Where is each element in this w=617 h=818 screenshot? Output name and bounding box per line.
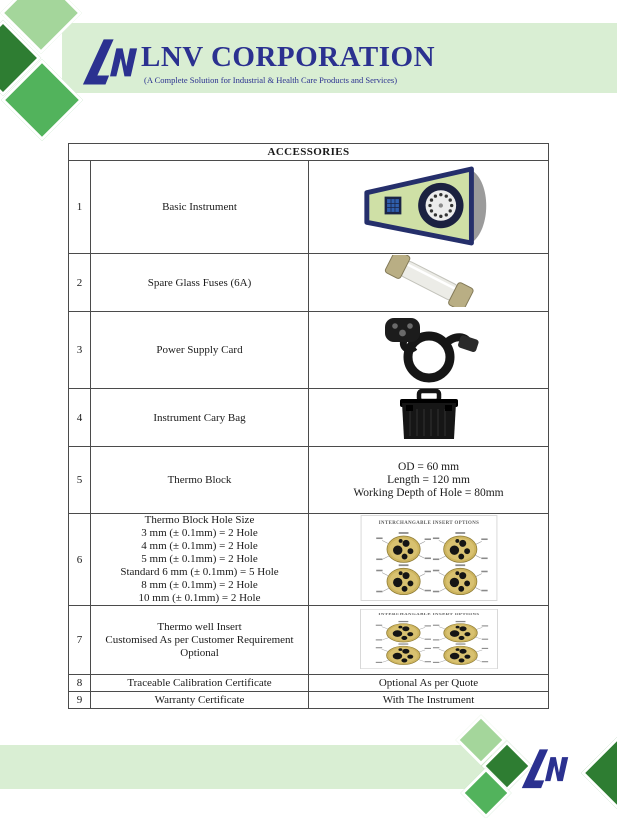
description-cell: Basic Instrument (91, 161, 309, 254)
description-cell: Spare Glass Fuses (6A) (91, 254, 309, 312)
detail-cell (309, 161, 549, 254)
detail-cell (309, 447, 549, 514)
footer-banner (0, 745, 492, 789)
detail-cell (309, 312, 549, 389)
detail-cell: With The Instrument (309, 692, 549, 709)
description-line: 4 mm (± 0.1mm) = 2 Hole (141, 540, 258, 552)
detail-line: Working Depth of Hole = 80mm (353, 486, 504, 499)
glass-fuse-photo (383, 255, 475, 307)
power-cord-photo (379, 314, 479, 384)
row-number-cell: 6 (69, 514, 91, 606)
detail-cell (309, 514, 549, 606)
description-line: Thermo Block Hole Size (144, 514, 255, 526)
detail-line: OD = 60 mm (397, 460, 460, 473)
company-tagline: (A Complete Solution for Industrial & Health Care Products and Services) (144, 75, 398, 85)
lnv-logo-icon (82, 35, 138, 87)
description-line: 3 mm (± 0.1mm) = 2 Hole (141, 527, 258, 539)
detail-cell (309, 606, 549, 675)
description-cell: Traceable Calibration Certificate (91, 675, 309, 692)
insert-options-photo (360, 515, 498, 601)
row-number-cell: 9 (69, 692, 91, 709)
accessories-table (68, 143, 549, 709)
detail-cell (309, 254, 549, 312)
description-cell (91, 514, 309, 606)
detail-cell (309, 389, 549, 447)
row-number-cell: 4 (69, 389, 91, 447)
table-row (69, 447, 549, 514)
description-line: Optional (180, 646, 219, 659)
detail-line: Length = 120 mm (387, 473, 470, 486)
insert-options-title: INTERCHANGABLE INSERT OPTIONS (377, 611, 480, 616)
description-cell: Instrument Cary Bag (91, 389, 309, 447)
table-row (69, 161, 549, 254)
row-number-cell: 3 (69, 312, 91, 389)
table-row (69, 254, 549, 312)
description-cell: Warranty Certificate (91, 692, 309, 709)
lnv-logo-footer-icon (521, 747, 569, 789)
row-number-cell: 2 (69, 254, 91, 312)
description-cell: Thermo Block (91, 447, 309, 514)
table-row (69, 514, 549, 606)
table-row (69, 606, 549, 675)
insert-options-photo (360, 609, 498, 669)
table-row (69, 675, 549, 692)
row-number-cell: 8 (69, 675, 91, 692)
description-cell: Power Supply Card (91, 312, 309, 389)
decor-diamond-footer-edge (581, 732, 617, 814)
table-row (69, 312, 549, 389)
table-row (69, 389, 549, 447)
basic-instrument-photo (355, 164, 503, 248)
description-line: 5 mm (± 0.1mm) = 2 Hole (141, 553, 258, 565)
row-number-cell: 1 (69, 161, 91, 254)
table-title: ACCESSORIES (69, 144, 549, 161)
detail-cell: Optional As per Quote (309, 675, 549, 692)
row-number-cell: 5 (69, 447, 91, 514)
description-cell (91, 606, 309, 675)
insert-options-title: INTERCHANGABLE INSERT OPTIONS (378, 520, 479, 526)
description-line: Thermo well Insert (157, 620, 242, 633)
description-line: 8 mm (± 0.1mm) = 2 Hole (141, 579, 258, 591)
table-row (69, 692, 549, 709)
description-line: Customised As per Customer Requirement (105, 633, 294, 646)
table-header-row (69, 144, 549, 161)
company-name: LNV CORPORATION (141, 41, 436, 73)
description-line: 10 mm (± 0.1mm) = 2 Hole (138, 592, 261, 604)
description-line: Standard 6 mm (± 0.1mm) = 5 Hole (120, 566, 279, 578)
row-number-cell: 7 (69, 606, 91, 675)
carry-bag-photo (394, 389, 464, 443)
